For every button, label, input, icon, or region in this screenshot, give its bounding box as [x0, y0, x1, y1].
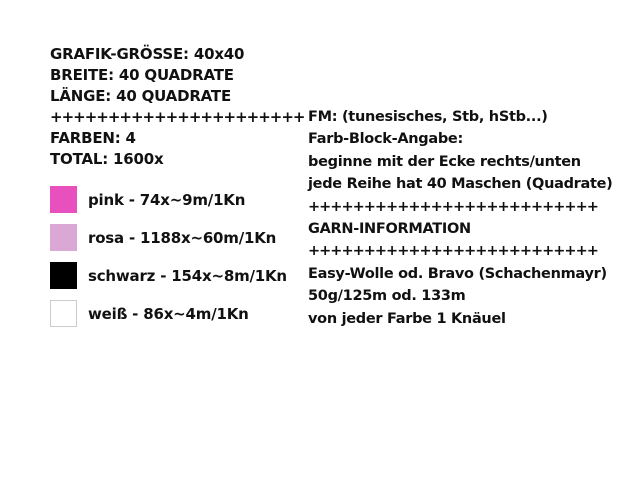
- length-line: LÄNGE: 40 QUADRATE: [50, 87, 231, 105]
- width-line: BREITE: 40 QUADRATE: [50, 66, 234, 84]
- weiss-color-swatch: [50, 300, 77, 327]
- pink-legend-label: pink - 74x~9m/1Kn: [88, 190, 246, 209]
- total-line: TOTAL: 1600x: [50, 150, 164, 168]
- legend-row-pink: [50, 186, 245, 213]
- separator-line: ++++++++++++++++++++++++++: [308, 198, 598, 215]
- graphic-size-line: GRAFIK-GRÖSSE: 40x40: [50, 45, 245, 63]
- legend-row-rosa: [50, 224, 276, 251]
- yarn-brand-line: Easy-Wolle od. Bravo (Schachenmayr): [308, 265, 607, 282]
- separator-line: ++++++++++++++++++++++++++: [308, 243, 598, 260]
- rosa-legend-label: rosa - 1188x~60m/1Kn: [88, 228, 277, 247]
- schwarz-color-swatch: [50, 262, 77, 289]
- legend-row-weiss: [50, 300, 249, 327]
- yarn-weight-line: 50g/125m od. 133m: [308, 288, 466, 305]
- pink-color-swatch: [50, 186, 77, 213]
- row-stitches-line: jede Reihe hat 40 Maschen (Quadrate): [308, 176, 613, 193]
- yarn-quantity-line: von jeder Farbe 1 Knäuel: [308, 310, 506, 327]
- graphic-info-block: [50, 44, 305, 170]
- rosa-color-swatch: [50, 224, 77, 251]
- legend-row-schwarz: [50, 262, 287, 289]
- colors-count-line: FARBEN: 4: [50, 129, 136, 147]
- yarn-info-heading: GARN-INFORMATION: [308, 221, 471, 238]
- separator-line: ++++++++++++++++++++++: [50, 108, 305, 126]
- schwarz-legend-label: schwarz - 154x~8m/1Kn: [88, 266, 287, 285]
- stitch-type-line: FM: (tunesisches, Stb, hStb...): [308, 109, 548, 125]
- color-block-line: Farb-Block-Angabe:: [308, 131, 463, 148]
- weiss-legend-label: weiß - 86x~4m/1Kn: [88, 304, 249, 323]
- start-corner-line: beginne mit der Ecke rechts/unten: [308, 153, 581, 170]
- technique-and-yarn-info-block: [308, 106, 613, 330]
